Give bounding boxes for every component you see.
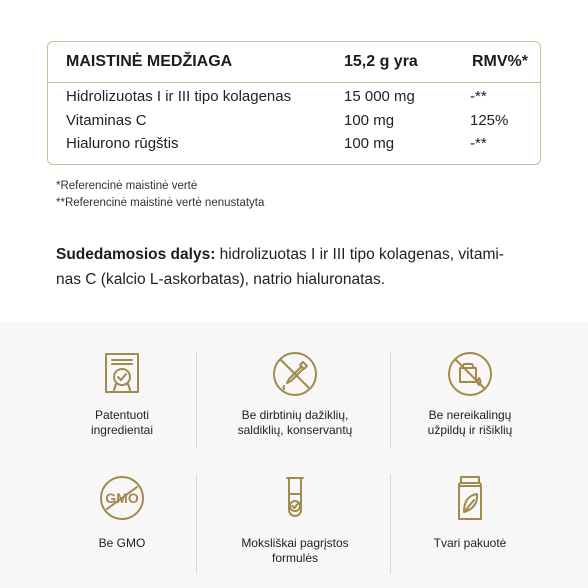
no-dropper-icon	[271, 350, 319, 398]
cell-amount: 15 000 mg	[344, 88, 415, 105]
ingredients-line-1	[56, 242, 536, 267]
feature-no-gmo	[28, 474, 216, 550]
cell-rmv: -**	[470, 88, 487, 105]
gmo-icon	[98, 474, 146, 522]
feature-patented	[28, 350, 216, 437]
cell-amount: 100 mg	[344, 135, 395, 152]
feature-sustainable	[376, 474, 564, 550]
feature-no-additives	[201, 350, 389, 437]
cell-rmv: 125%	[470, 112, 509, 129]
nutrition-table-header	[48, 42, 540, 83]
table-row	[48, 135, 540, 158]
table-row	[48, 88, 540, 111]
cell-nutrient: Hialurono rūgštis	[66, 135, 179, 152]
features-section	[0, 322, 588, 588]
cell-rmv: -**	[470, 135, 487, 152]
feature-label: Be GMO	[98, 536, 146, 550]
feature-no-fillers	[376, 350, 564, 437]
no-fillers-icon	[446, 350, 494, 398]
feature-label: Tvari pakuotė	[433, 536, 507, 550]
test-tube-icon	[271, 474, 319, 522]
certificate-icon	[99, 350, 145, 396]
ingredients-label: Sudedamosios dalys:	[56, 246, 216, 263]
ingredients-line-2: nas C (kalcio L-askorbatas), natrio hialuronatas.	[56, 271, 386, 288]
cell-amount: 100 mg	[344, 112, 395, 129]
eco-jar-icon	[446, 474, 494, 522]
feature-label: Patentuoti ingredientai	[90, 408, 154, 437]
table-row	[48, 112, 540, 135]
footnote-rmv: *Referencinė maistinė vertė	[56, 180, 198, 192]
footnote-rmv-not-set: **Referencinė maistinė vertė nenustatyta	[56, 197, 265, 209]
feature-label: Be dirbtinių dažiklių, saldiklių, konservantų	[237, 408, 353, 437]
nutrition-table	[47, 41, 541, 165]
header-nutrient: MAISTINĖ MEDŽIAGA	[66, 53, 233, 70]
header-rmv: RMV%*	[472, 53, 529, 70]
svg-text:GMO: GMO	[105, 490, 139, 506]
feature-label: Moksliškai pagrįstos formulės	[241, 536, 349, 565]
ingredients-text	[56, 242, 536, 292]
feature-label: Be nereikalingų užpildų ir rišiklių	[427, 408, 513, 437]
header-amount: 15,2 g yra	[344, 53, 418, 70]
cell-nutrient: Hidrolizuotas I ir III tipo kolagenas	[66, 88, 292, 105]
cell-nutrient: Vitaminas C	[66, 112, 147, 129]
ingredients-list-part-1: hidrolizuotas I ir III tipo kolagenas, vitami-	[215, 246, 504, 263]
feature-science	[201, 474, 389, 565]
